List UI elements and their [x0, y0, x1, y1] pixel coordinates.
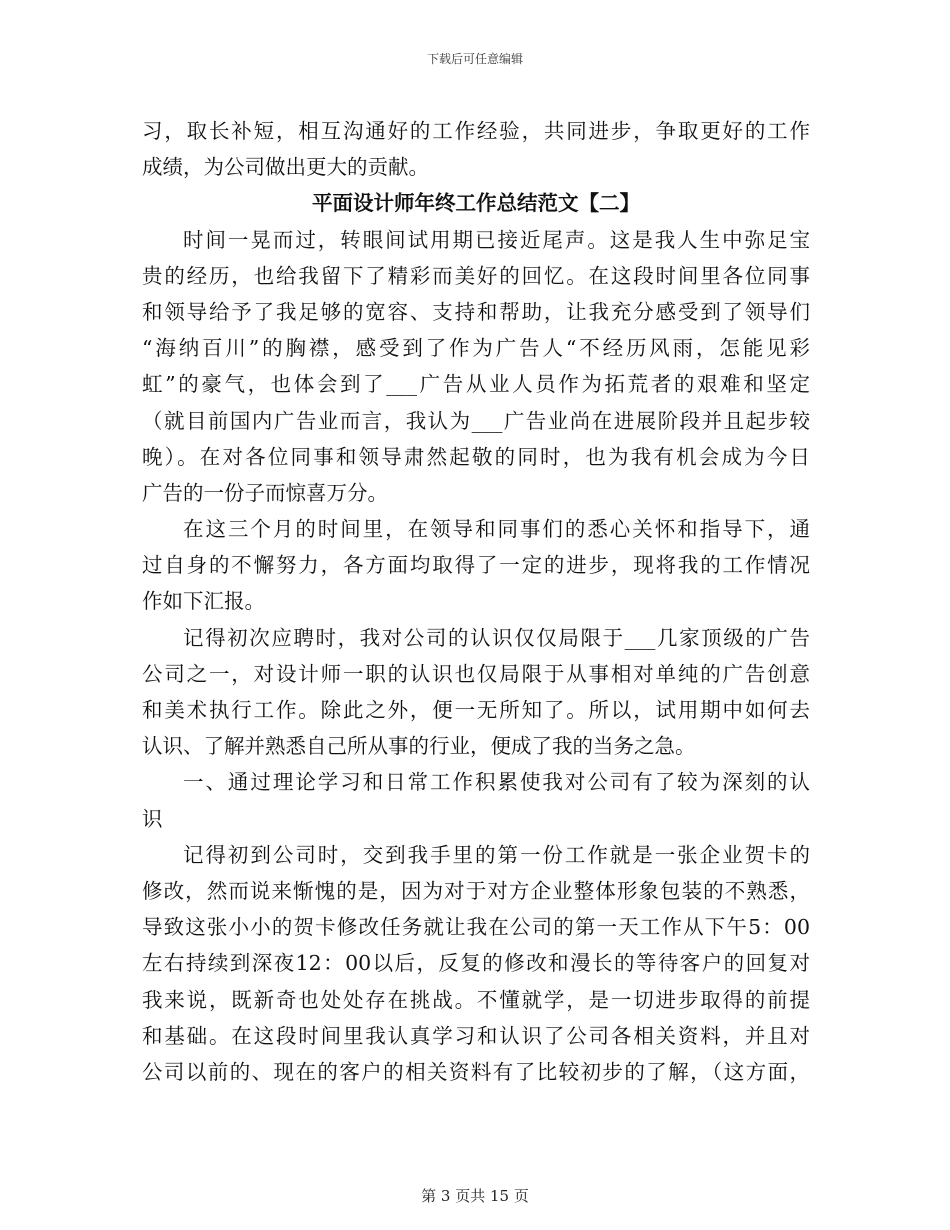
text-line: 成绩，为公司做出更大的贡献。: [142, 155, 429, 180]
text-line: 虹”的豪气，也体会到了___广告从业人员作为拓荒者的艰难和坚定: [142, 372, 810, 397]
text-line: “海纳百川”的胸襟，感受到了作为广告人“不经历风雨，怎能见彩: [142, 336, 810, 361]
document-body: [142, 113, 810, 1090]
text-line: 公司以前的、现在的客户的相关资料有了比较初步的了解，（这方面，: [142, 1059, 810, 1084]
text-line: 认识、了解并熟悉自己所从事的行业，便成了我的当务之急。: [142, 734, 696, 759]
text-line: 修改，然而说来惭愧的是，因为对于对方企业整体形象包装的不熟悉，: [142, 878, 810, 903]
text-line: 在这三个月的时间里，在领导和同事们的悉心关怀和指导下，通: [183, 517, 810, 542]
text-line: 作如下汇报。: [142, 589, 265, 614]
text-line: 贵的经历，也给我留下了精彩而美好的回忆。在这段时间里各位同事: [142, 263, 810, 288]
text-line: 公司之一，对设计师一职的认识也仅局限于从事相对单纯的广告创意: [142, 661, 810, 686]
text-line: 时间一晃而过，转眼间试用期已接近尾声。这是我人生中弥足宝: [183, 227, 810, 252]
text-line: 习，取长补短，相互沟通好的工作经验，共同进步，争取更好的工作: [142, 119, 810, 143]
text-line: 和领导给予了我足够的宽容、支持和帮助，让我充分感受到了领导们: [142, 299, 810, 324]
text-line: 一、通过理论学习和日常工作积累使我对公司有了较为深刻的认: [183, 770, 810, 795]
page-footer: 第 3 页共 15 页: [421, 1187, 529, 1205]
text-line: 识: [142, 806, 163, 831]
text-line: （就目前国内广告业而言，我认为___广告业尚在进展阶段并且起步较: [142, 408, 810, 433]
text-line: 左右持续到深夜12：00以后，反复的修改和漫长的等待客户的回复对: [142, 951, 810, 976]
text-line: 和基础。在这段时间里我认真学习和认识了公司各相关资料，并且对: [142, 1023, 810, 1048]
text-line: 广告的一份子而惊喜万分。: [142, 480, 388, 505]
text-line: 记得初次应聘时，我对公司的认识仅仅局限于___几家顶级的广告: [183, 625, 810, 650]
text-line: 和美术执行工作。除此之外，便一无所知了。所以，试用期中如何去: [142, 698, 810, 722]
text-line: 晚）。在对各位同事和领导肃然起敬的同时，也为我有机会成为今日: [142, 444, 810, 469]
section-title: 平面设计师年终工作总结范文【二】: [312, 191, 640, 216]
text-line: 过自身的不懈努力，各方面均取得了一定的进步，现将我的工作情况: [142, 553, 810, 578]
text-line: 我来说，既新奇也处处存在挑战。不懂就学，是一切进步取得的前提: [142, 987, 810, 1012]
text-line: 导致这张小小的贺卡修改任务就让我在公司的第一天工作从下午5：00: [142, 915, 810, 940]
text-line: 记得初到公司时，交到我手里的第一份工作就是一张企业贺卡的: [183, 842, 810, 867]
page-header: 下载后可任意编辑: [426, 52, 523, 66]
